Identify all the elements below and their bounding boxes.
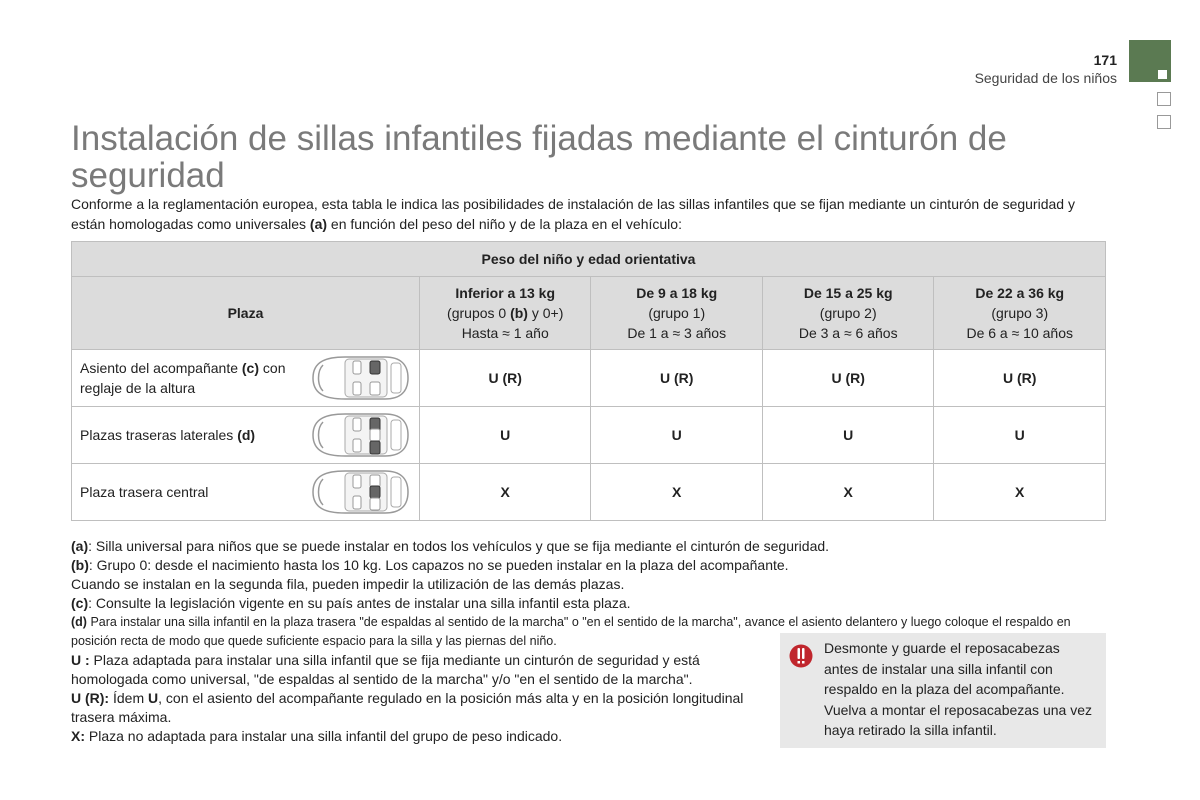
legend-label: X: <box>71 728 85 744</box>
section-title: Seguridad de los niños <box>974 70 1117 86</box>
column-header <box>591 277 762 350</box>
column-header <box>419 277 591 350</box>
value-cell: U <box>591 407 762 464</box>
note-text: Para instalar una silla infantil en la plaza trasera "de espaldas al sentido de la marcha" o "en el sentido de la marcha", avance el asiento delantero y luego coloque el respaldo en posición recta de modo que quede suficiente espacio para la silla y las piernas del niño. <box>71 615 1071 648</box>
table-row <box>72 350 1106 407</box>
warning-box <box>780 633 1106 748</box>
legend-text: Plaza no adaptada para instalar una silla infantil del grupo de peso indicado. <box>85 728 563 744</box>
place-cell <box>72 350 420 407</box>
chapter-tab-2 <box>1157 92 1171 106</box>
note-label: (b) <box>71 557 89 573</box>
column-age: De 3 a ≈ 6 años <box>798 325 898 341</box>
place-ref: (d) <box>237 427 256 443</box>
value-cell: X <box>591 464 762 521</box>
column-group-end: y 0+) <box>527 305 564 321</box>
place-cell <box>72 464 420 521</box>
table-top-header: Peso del niño y edad orientativa <box>72 242 1106 277</box>
intro-ref: (a) <box>309 216 328 232</box>
place-label <box>80 482 300 502</box>
place-ref: (c) <box>241 360 260 376</box>
value-cell: U (R) <box>419 350 591 407</box>
warning-text: Desmonte y guarde el reposacabezas antes de instalar una silla infantil con respaldo en la plaza del acompañante. Vuelva a montar el reposacabezas una vez haya retirado la silla infantil. <box>824 640 1092 738</box>
place-cell <box>72 407 420 464</box>
car-rear-center-seat-icon <box>305 467 411 517</box>
legend-text: Plaza adaptada para instalar una silla infantil que se fija mediante un cinturón de seguridad y está homologada como universal, "de espaldas al sentido de la marcha" y/o "en el sentido de la marcha". <box>71 652 700 687</box>
column-header <box>934 277 1106 350</box>
chapter-tab-active <box>1129 40 1171 82</box>
column-age: Hasta ≈ 1 año <box>461 325 549 341</box>
column-age: De 1 a ≈ 3 años <box>627 325 727 341</box>
legend-ur <box>71 689 761 727</box>
child-seat-table <box>71 241 1106 521</box>
place-text: Asiento del acompañante <box>80 360 242 376</box>
intro-text: Conforme a la reglamentación europea, esta tabla le indica las posibilidades de instalación de las sillas infantiles que se fijan mediante un cinturón de seguridad y están homologadas como universales <box>71 196 1075 232</box>
car-rear-side-seats-icon <box>305 410 411 460</box>
value-cell: X <box>934 464 1106 521</box>
page-title: Instalación de sillas infantiles fijadas mediante el cinturón de seguridad <box>71 119 1007 195</box>
intro-text-end: en función del peso del niño y de la plaza en el vehículo: <box>327 216 682 232</box>
intro-paragraph <box>71 194 1111 234</box>
place-label <box>80 358 300 398</box>
place-text-end: con reglaje de la altura <box>80 360 286 396</box>
column-group: (grupos 0 <box>447 305 511 321</box>
table-row <box>72 407 1106 464</box>
legend-text-end: , con el asiento del acompañante regulado en la posición más alta y en la posición longitudinal trasera máxima. <box>71 690 744 725</box>
value-cell: U (R) <box>934 350 1106 407</box>
column-weight: Inferior a 13 kg <box>455 285 556 301</box>
column-group-ref: (b) <box>510 305 528 321</box>
column-age: De 6 a ≈ 10 años <box>966 325 1073 341</box>
legend-label: U (R): <box>71 690 110 706</box>
chapter-tab-3 <box>1157 115 1171 129</box>
note-text: : Silla universal para niños que se puede instalar en todos los vehículos y que se fija mediante el cinturón de seguridad. <box>88 538 830 554</box>
place-text: Plaza trasera central <box>80 484 209 500</box>
tab-marker-icon <box>1158 70 1167 79</box>
note-b <box>71 556 1111 575</box>
note-label: (c) <box>71 595 89 611</box>
column-weight: De 15 a 25 kg <box>803 285 893 301</box>
value-cell: U (R) <box>591 350 762 407</box>
note-label: (a) <box>71 538 89 554</box>
value-cell: U <box>762 407 933 464</box>
legend-label: U : <box>71 652 90 668</box>
column-header <box>762 277 933 350</box>
value-cell: X <box>419 464 591 521</box>
legend-ref: U <box>148 690 159 706</box>
column-group: (grupo 2) <box>819 305 877 321</box>
place-text: Plazas traseras laterales <box>80 427 238 443</box>
column-group: (grupo 1) <box>648 305 706 321</box>
car-front-seat-icon <box>305 353 411 403</box>
note-a <box>71 537 1111 556</box>
note-c <box>71 594 1111 613</box>
legend-u <box>71 651 761 689</box>
column-weight: De 9 a 18 kg <box>636 285 718 301</box>
note-text: : Consulte la legislación vigente en su país antes de instalar una silla infantil esta plaza. <box>88 595 631 611</box>
value-cell: X <box>762 464 933 521</box>
place-label <box>80 425 300 445</box>
note-text: : Grupo 0: desde el nacimiento hasta los 10 kg. Los capazos no se pueden instalar en la plaza del acompañante. <box>88 557 789 573</box>
note-b-continued: Cuando se instalan en la segunda fila, pueden impedir la utilización de las demás plazas. <box>71 576 625 592</box>
plaza-header: Plaza <box>72 277 420 350</box>
value-cell: U (R) <box>762 350 933 407</box>
column-group: (grupo 3) <box>991 305 1049 321</box>
value-cell: U <box>419 407 591 464</box>
warning-exclamation-icon <box>789 644 813 668</box>
table-row <box>72 464 1106 521</box>
page-number: 171 <box>1093 52 1117 68</box>
note-label: (d) <box>71 615 87 629</box>
column-weight: De 22 a 36 kg <box>975 285 1065 301</box>
legend-x <box>71 727 761 746</box>
legend-text: Ídem <box>109 690 149 706</box>
value-cell: U <box>934 407 1106 464</box>
